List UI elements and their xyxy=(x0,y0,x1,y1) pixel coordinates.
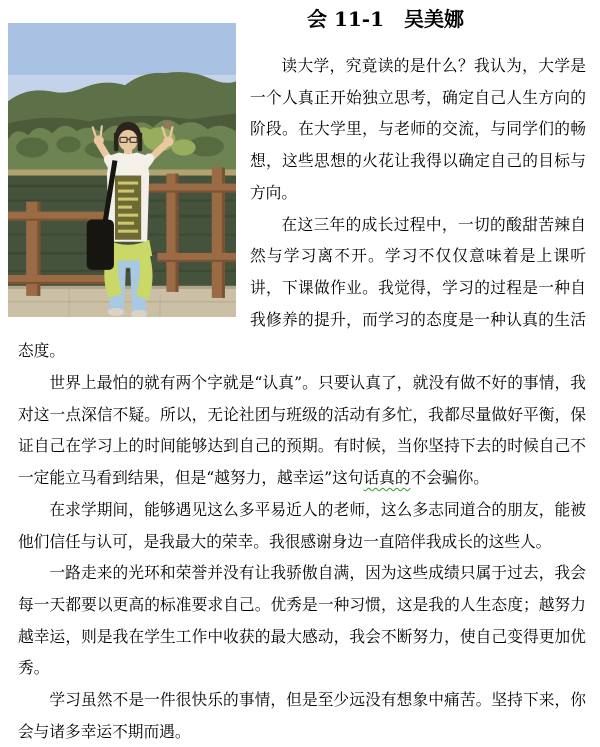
paragraph-4: 在求学期间，能够遇见这么多平易近人的老师，这么多志同道合的朋友，能被他们信任与认可，是我最大的荣幸。我很感谢身边一直陪伴我成长的这些人。 xyxy=(18,499,586,551)
page-title: 会 11-1 吴美娜 xyxy=(307,7,465,31)
person-hair-left xyxy=(114,132,119,151)
paragraph-5: 一路走来的光环和荣誉并没有让我骄傲自满，因为这些成绩只属于过去，我会每一天都要以更高的标准要求自己。优秀是一种习惯，这是我的人生态度；越努力越幸运，则是我在学生工作中收获的最大感动，我会不断努力，使自己变得更加优秀。 xyxy=(18,563,586,678)
paragraph-6: 学习虽然不是一件很快乐的事情，但是至少远没有想象中痛苦。坚持下来，你会与诸多幸运不期而遇。 xyxy=(18,690,586,741)
essay-body xyxy=(0,33,600,747)
shoulder-bag xyxy=(87,220,114,270)
paragraph-3-end: 不会骗你。 xyxy=(410,468,489,488)
grammar-check-underline: 话真的 xyxy=(363,468,411,488)
person-hair-right xyxy=(138,132,143,151)
paragraph-3 xyxy=(18,367,586,494)
paragraph-1: 读大学，究竟读的是什么？我认为，大学是一个人真正开始独立思考，确定自己人生方向的阶段。在大学里，与老师的交流，与同学们的畅想，这些思想的火花让我得以确定自己的目标与方向。 xyxy=(250,56,586,202)
paragraph-2: 在这三年的成长过程中，一切的酸甜苦辣自然与学习离不开。学习不仅仅意味着是上课听讲，下课做作业。我觉得，学习的过程是一种自我修养的提升，而学习的态度是一种认真的生活态度。 xyxy=(18,214,586,361)
student-photo xyxy=(8,23,236,317)
paragraph-3-text: 世界上最怕的就有两个字就是“认真”。只要认真了，就没有做不好的事情，我对这一点深信不疑。所以，无论社团与班级的活动有多忙，我都尽量做好平衡，保证自己在学习上的时间能够达到自己的预期。有时候，当你坚持下去的时候自己不一定能立马看到结果，但是“越努力，越幸运”这句 xyxy=(18,373,586,488)
person-face xyxy=(118,130,137,151)
